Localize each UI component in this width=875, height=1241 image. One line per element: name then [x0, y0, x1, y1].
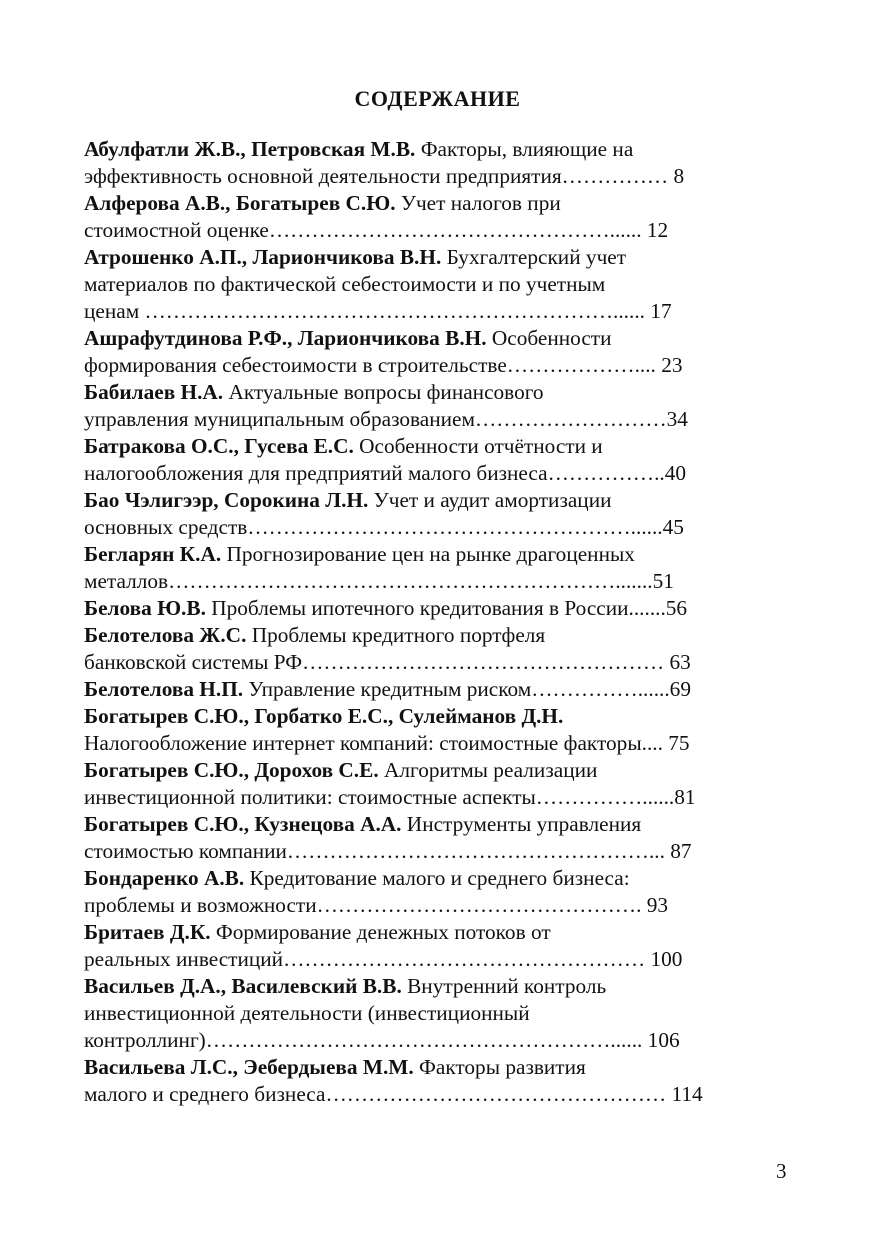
toc-entry-line	[84, 325, 766, 352]
toc-entry-line	[84, 946, 766, 973]
toc-entry-line	[84, 217, 766, 244]
toc-entry-text: Проблемы кредитного портфеля	[246, 623, 546, 647]
toc-entry-authors: Атрошенко А.П., Лариончикова В.Н.	[84, 245, 442, 269]
toc-entry-line	[84, 433, 766, 460]
toc-entry-line	[84, 271, 766, 298]
toc-entry-text: Факторы, влияющие на	[415, 137, 634, 161]
toc-entry-text: Формирование денежных потоков от	[210, 920, 551, 944]
toc-entry-line	[84, 676, 766, 703]
toc-entry-line	[84, 973, 766, 1000]
toc-entry	[84, 244, 766, 325]
toc-entry-text: Учет и аудит амортизации	[368, 488, 612, 512]
toc-entry-authors: Бао Чэлигээр, Сорокина Л.Н.	[84, 488, 369, 512]
toc-entry-authors: Богатырев С.Ю., Дорохов С.Е.	[84, 758, 379, 782]
toc-entry	[84, 487, 766, 541]
toc-entry-line	[84, 190, 766, 217]
toc-entry-line	[84, 244, 766, 271]
toc-entry-text: банковской системы РФ…………………………………………… 63	[84, 650, 691, 674]
toc-entry-text: Инструменты управления	[401, 812, 642, 836]
toc-entry-text: Особенности отчётности и	[353, 434, 603, 458]
toc-entry-line	[84, 865, 766, 892]
toc-entry-text: формирования себестоимости в строительстве……………….... 23	[84, 353, 683, 377]
toc-entry-line	[84, 1054, 766, 1081]
toc-entry-line	[84, 460, 766, 487]
toc-entry-line	[84, 1027, 766, 1054]
toc-entry-text: эффективность основной деятельности предприятия…………… 8	[84, 164, 685, 188]
toc-entry-authors: Бегларян К.А.	[84, 542, 222, 566]
toc-entry-line	[84, 136, 766, 163]
toc-entry-authors: Абулфатли Ж.В., Петровская М.В.	[84, 137, 416, 161]
toc-entry-text: Учет налогов при	[395, 191, 561, 215]
toc-entry-authors: Белотелова Ж.С.	[84, 623, 247, 647]
toc-entry-text: реальных инвестиций…………………………………………… 100	[84, 947, 683, 971]
toc-entry-authors: Васильев Д.А., Василевский В.В.	[84, 974, 402, 998]
page-title: СОДЕРЖАНИЕ	[354, 86, 521, 111]
toc-entry	[84, 865, 766, 919]
toc-entry-text: управления муниципальным образованием………………………34	[84, 407, 688, 431]
toc-entry-text: малого и среднего бизнеса………………………………………… 114	[84, 1082, 703, 1106]
toc-entry	[84, 190, 766, 244]
toc-entry-line	[84, 730, 766, 757]
toc-entry-line	[84, 595, 766, 622]
toc-entry-line	[84, 811, 766, 838]
toc-entry-line	[84, 514, 766, 541]
toc-entry-line	[84, 919, 766, 946]
toc-entry-line	[84, 163, 766, 190]
toc-entry-line	[84, 622, 766, 649]
toc-entry-text: металлов……………………………………………………….......51	[84, 569, 674, 593]
toc-entry-text: Алгоритмы реализации	[378, 758, 598, 782]
toc-entry-line	[84, 703, 766, 730]
toc-entry-authors: Ашрафутдинова Р.Ф., Лариончикова В.Н.	[84, 326, 487, 350]
toc-entry-text: Бухгалтерский учет	[441, 245, 627, 269]
toc-entry-authors: Васильева Л.С., Эебердыева М.М.	[84, 1055, 414, 1079]
toc-entry	[84, 541, 766, 595]
toc-entry-line	[84, 487, 766, 514]
toc-entry-line	[84, 757, 766, 784]
toc-entry-text: Актуальные вопросы финансового	[223, 380, 544, 404]
table-of-contents	[84, 136, 766, 1108]
toc-entry	[84, 433, 766, 487]
toc-entry-line	[84, 1081, 766, 1108]
toc-entry	[84, 811, 766, 865]
toc-entry-authors: Богатырев С.Ю., Кузнецова А.А.	[84, 812, 402, 836]
toc-entry	[84, 973, 766, 1054]
toc-entry-text: основных средств………………………………………………......45	[84, 515, 684, 539]
toc-entry-text: материалов по фактической себестоимости и по учетным	[84, 272, 606, 296]
toc-entry-text: Особенности	[486, 326, 612, 350]
toc-entry-line	[84, 838, 766, 865]
toc-entry-line	[84, 892, 766, 919]
toc-entry-authors: Богатырев С.Ю., Горбатко Е.С., Сулейманов Д.Н.	[84, 704, 564, 728]
toc-entry-line	[84, 406, 766, 433]
toc-entry-text: инвестиционной политики: стоимостные аспекты……………......81	[84, 785, 696, 809]
toc-entry	[84, 136, 766, 190]
toc-entry-authors: Алферова А.В., Богатырев С.Ю.	[84, 191, 396, 215]
toc-entry	[84, 676, 766, 703]
toc-entry-text: Внутренний контроль	[401, 974, 607, 998]
toc-entry	[84, 622, 766, 676]
toc-entry	[84, 1054, 766, 1108]
toc-entry-authors: Белотелова Н.П.	[84, 677, 244, 701]
toc-entry	[84, 325, 766, 379]
toc-entry-text: Проблемы ипотечного кредитования в России.......56	[205, 596, 688, 620]
toc-entry-authors: Бритаев Д.К.	[84, 920, 211, 944]
toc-entry-text: Кредитование малого и среднего бизнеса:	[244, 866, 630, 890]
page-number: 3	[776, 1159, 787, 1183]
toc-entry-text: стоимостью компании……………………………………………... 87	[84, 839, 692, 863]
toc-entry-authors: Белова Ю.В.	[84, 596, 206, 620]
toc-entry-line	[84, 649, 766, 676]
toc-entry	[84, 595, 766, 622]
toc-entry-authors: Бабилаев Н.А.	[84, 380, 224, 404]
toc-entry-line	[84, 1000, 766, 1027]
toc-entry-text: контроллинг)…………………………………………………...... 106	[84, 1028, 680, 1052]
toc-entry-text: Налогообложение интернет компаний: стоимостные факторы.... 75	[84, 731, 690, 755]
toc-entry	[84, 757, 766, 811]
toc-entry-authors: Бондаренко А.В.	[84, 866, 245, 890]
toc-entry-text: инвестиционной деятельности (инвестиционный	[84, 1001, 530, 1025]
toc-entry-text: Прогнозирование цен на рынке драгоценных	[221, 542, 635, 566]
toc-entry-text: Управление кредитным риском……………......69	[243, 677, 691, 701]
toc-entry-text: проблемы и возможности………………………………………. 93	[84, 893, 669, 917]
toc-entry-text: Факторы развития	[413, 1055, 586, 1079]
toc-entry-authors: Батракова О.С., Гусева Е.С.	[84, 434, 354, 458]
toc-entry-text: налогообложения для предприятий малого бизнеса……………..40	[84, 461, 687, 485]
toc-entry	[84, 379, 766, 433]
toc-entry	[84, 919, 766, 973]
toc-entry-line	[84, 784, 766, 811]
toc-entry-line	[84, 352, 766, 379]
toc-entry-text: ценам …………………………………………………………...... 17	[84, 299, 672, 323]
toc-entry	[84, 703, 766, 757]
toc-entry-line	[84, 568, 766, 595]
toc-entry-line	[84, 298, 766, 325]
toc-entry-line	[84, 379, 766, 406]
toc-entry-text: стоимостной оценке…………………………………………...... 12	[84, 218, 669, 242]
toc-entry-line	[84, 541, 766, 568]
